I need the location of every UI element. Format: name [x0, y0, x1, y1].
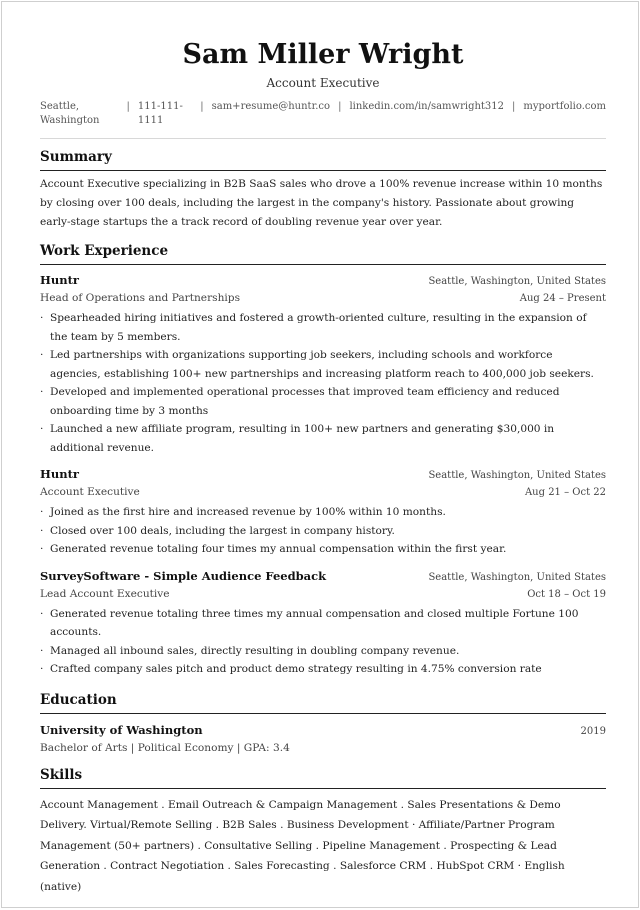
bullet-dot-icon: ·: [40, 644, 44, 657]
bullet-text: Launched a new affiliate program, resulting in 100+ new partners and generating $30,000 in additional revenue.: [50, 423, 555, 454]
bullet-item: [40, 605, 606, 642]
job-entry: [40, 271, 606, 457]
section-divider: [40, 788, 606, 789]
bullet-dot-icon: ·: [40, 543, 44, 555]
job-entry: [40, 567, 606, 679]
contact-location: Seattle, Washington: [40, 101, 100, 126]
bullet-text: Joined as the first hire and increased revenue by 100% within 10 months.: [50, 506, 446, 518]
bullet-item: [40, 383, 606, 420]
job-title: Head of Operations and Partnerships: [40, 292, 241, 304]
job-location: Seattle, Washington, United States: [428, 571, 606, 583]
bullet-text: Managed all inbound sales, directly resulting in doubling company revenue.: [50, 644, 460, 657]
section-divider: [40, 264, 606, 265]
school-name: University of Washington: [40, 722, 203, 737]
contact-separator: |: [200, 101, 204, 112]
job-subheader: [40, 483, 606, 501]
company-name: Huntr: [40, 467, 79, 481]
company-name: Huntr: [40, 273, 79, 287]
bullet-dot-icon: ·: [40, 524, 44, 537]
contact-line: [40, 100, 606, 128]
bullet-dot-icon: ·: [40, 423, 44, 435]
jobs-list: [40, 271, 606, 679]
bullet-item: [40, 420, 606, 457]
job-header: [40, 567, 606, 585]
bullet-item: [40, 540, 606, 559]
candidate-role: Account Executive: [266, 76, 380, 90]
bullet-text: Generated revenue totaling three times my annual compensation and closed multiple Fortune 100 accounts.: [50, 607, 579, 638]
bullet-text: Led partnerships with organizations supporting job seekers, including schools and workforce agencies, establishing 100+ new partnerships and increasing platform reach to 400,000 job seekers.: [50, 349, 594, 380]
bullet-dot-icon: ·: [40, 312, 44, 324]
job-dates: Oct 18 – Oct 19: [527, 588, 606, 600]
job-title: Lead Account Executive: [40, 587, 170, 600]
contact-linkedin[interactable]: linkedin.com/in/samwright312: [349, 101, 505, 112]
graduation-year: 2019: [580, 725, 606, 737]
job-title: Account Executive: [40, 486, 140, 498]
job-location: Seattle, Washington, United States: [428, 276, 606, 287]
education-header: [40, 721, 606, 739]
bullet-dot-icon: ·: [40, 386, 44, 398]
bullet-item: [40, 503, 606, 522]
section-title-skills: Skills: [40, 766, 83, 783]
job-subheader: [40, 289, 606, 307]
summary-text: Account Executive specializing in B2B SaaS sales who drove a 100% revenue increase within 10 months by closing over 100 deals, including the largest in the company's history. Passionate about growing early-stage startups the a track record of doubling revenue year over year.: [40, 178, 603, 228]
skills-text: Account Management . Email Outreach & Campaign Management . Sales Presentations & Demo Delivery. Virtual/Remote Selling . B2B Sales . Business Development · Affiliate/Partner Program Management (50+ partners) . Consultative Selling . Pipeline Management . Prospecting & Lead Generation . Contract Negotiation . Sales Forecasting . Salesforce CRM . HubSpot CRM · English (native): [40, 798, 565, 893]
header-divider: [40, 138, 606, 139]
job-header: [40, 465, 606, 483]
job-bullets: [40, 503, 606, 559]
contact-phone: 111-111-1111: [137, 101, 183, 126]
job-dates: Aug 24 – Present: [519, 293, 606, 304]
bullet-text: Developed and implemented operational processes that improved team efficiency and reduced onboarding time by 3 months: [50, 386, 560, 417]
job-location: Seattle, Washington, United States: [428, 470, 606, 481]
company-name: SurveySoftware - Simple Audience Feedback: [40, 568, 327, 583]
bullet-dot-icon: ·: [40, 349, 44, 361]
education-entry: [40, 721, 606, 757]
section-title-education: Education: [40, 691, 117, 708]
bullet-item: [40, 522, 606, 541]
job-subheader: [40, 585, 606, 603]
section-title-summary: Summary: [40, 149, 112, 165]
bullet-item: [40, 309, 606, 346]
job-entry: [40, 465, 606, 559]
bullet-item: [40, 660, 606, 679]
bullet-item: [40, 346, 606, 383]
contact-separator: |: [126, 101, 130, 112]
bullet-item: [40, 642, 606, 661]
contact-email[interactable]: sam+resume@huntr.co: [211, 101, 331, 112]
bullet-text: Crafted company sales pitch and product demo strategy resulting in 4.75% conversion rate: [50, 663, 542, 675]
resume-content: [40, 38, 606, 897]
job-bullets: [40, 309, 606, 457]
contact-portfolio[interactable]: myportfolio.com: [523, 101, 606, 112]
job-bullets: [40, 605, 606, 679]
section-divider: [40, 713, 606, 714]
section-divider: [40, 170, 606, 171]
section-title-experience: Work Experience: [40, 243, 169, 259]
bullet-dot-icon: ·: [40, 607, 44, 620]
contact-separator: |: [338, 101, 342, 112]
degree-line: Bachelor of Arts | Political Economy | GPA: 3.4: [40, 741, 290, 754]
job-header: [40, 271, 606, 289]
bullet-text: Spearheaded hiring initiatives and fostered a growth-oriented culture, resulting in the expansion of the team by 5 members.: [50, 312, 587, 343]
resume-page: [1, 1, 639, 908]
contact-separator: |: [512, 101, 516, 112]
candidate-name: Sam Miller Wright: [182, 39, 464, 70]
bullet-dot-icon: ·: [40, 506, 44, 518]
bullet-dot-icon: ·: [40, 663, 44, 675]
bullet-text: Closed over 100 deals, including the largest in company history.: [50, 524, 395, 537]
bullet-text: Generated revenue totaling four times my annual compensation within the first year.: [50, 543, 507, 555]
job-dates: Aug 21 – Oct 22: [524, 487, 606, 498]
